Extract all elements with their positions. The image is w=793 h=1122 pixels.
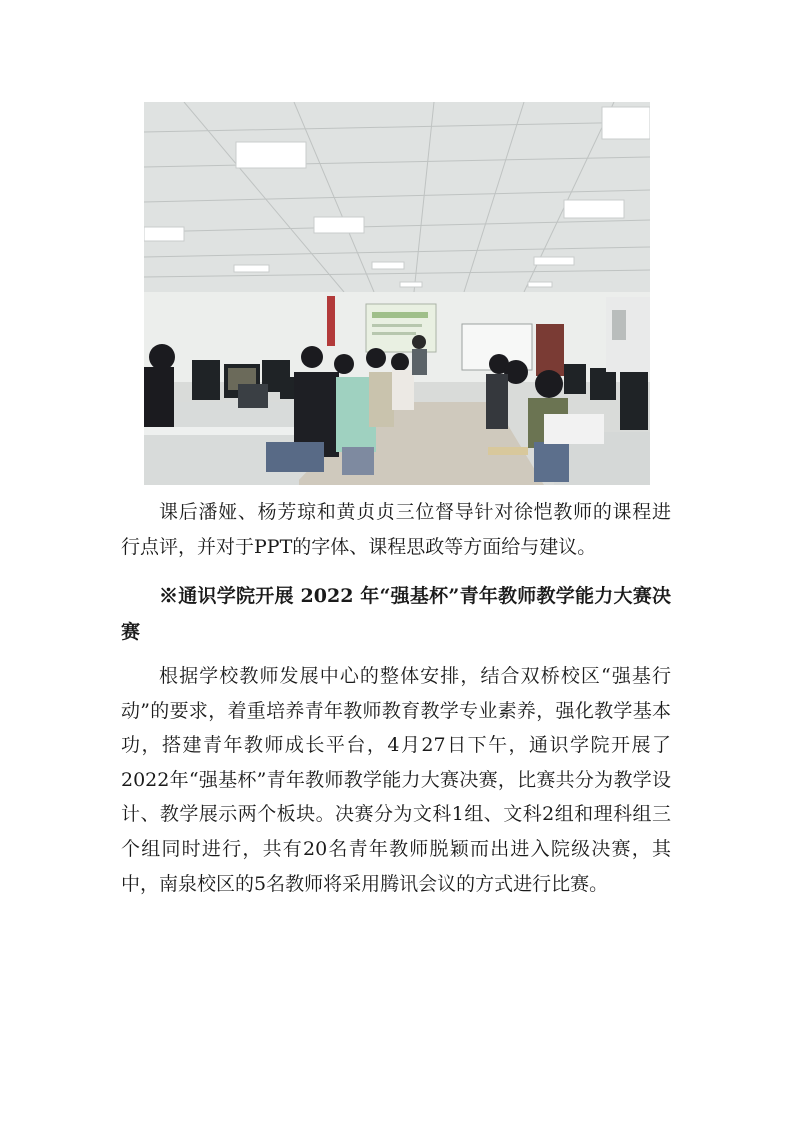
classroom-photo: [144, 102, 650, 485]
photo-caption: 课后潘娅、杨芳琼和黄贞贞三位督导针对徐恺教师的课程进行点评，并对于PPT的字体、课程思政等方面给与建议。: [121, 501, 671, 558]
section-heading: ※通识学院开展 2022 年“强基杯”青年教师教学能力大赛决赛: [121, 585, 671, 643]
body-paragraph: 根据学校教师发展中心的整体安排，结合双桥校区“强基行动”的要求，着重培养青年教师教育教学专业素养，强化教学基本功，搭建青年教师成长平台，4月27日下午，通识学院开展了2022年“强基杯”青年教师教学能力大赛决赛，比赛共分为教学设计、教学展示两个板块。决赛分为文科1组、文科2组和理科组三个组同时进行，共有20名青年教师脱颖而出进入院级决赛，其中，南泉校区的5名教师将采用腾讯会议的方式进行比赛。: [121, 665, 671, 895]
classroom-photo-illustration: [144, 102, 650, 485]
